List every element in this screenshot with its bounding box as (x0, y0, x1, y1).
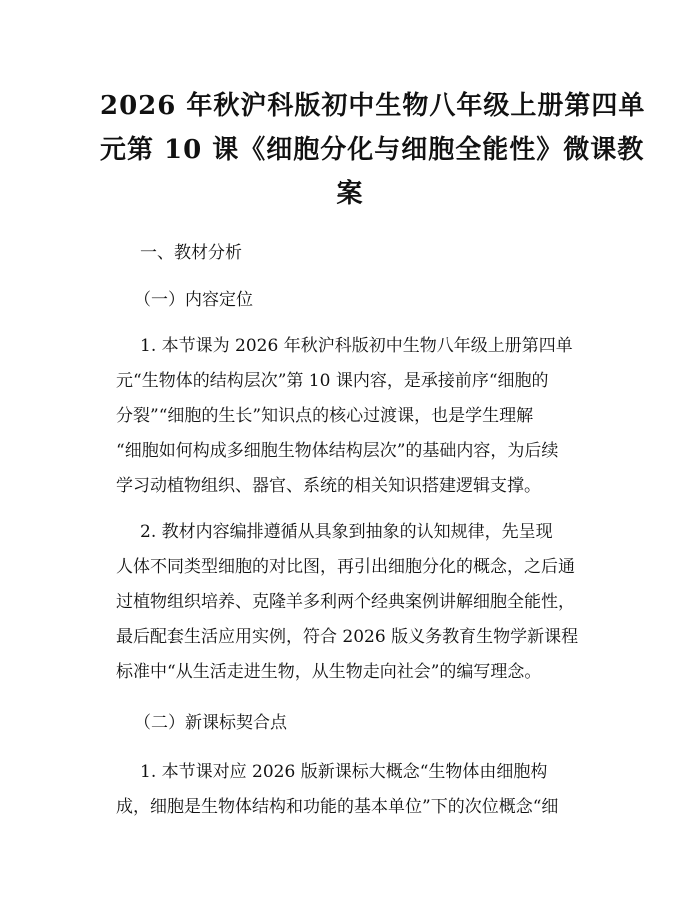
subsection-heading-content-positioning: （一）内容定位 (134, 290, 253, 310)
paragraph-line: 学习动植物组织、器官、系统的相关知识搭建逻辑支撑。 (116, 476, 541, 496)
title-line: 案 (336, 179, 364, 209)
paragraph-line: 成，细胞是生物体结构和功能的基本单位”下的次位概念“细 (116, 797, 559, 817)
paragraph-line: 过植物组织培养、克隆羊多利两个经典案例讲解细胞全能性， (116, 592, 575, 612)
paragraph-material-arrangement (116, 515, 596, 690)
paragraph-line: 2. 教材内容编排遵循从具象到抽象的认知规律，先呈现 (140, 522, 553, 542)
title-line: 元第 10 课《细胞分化与细胞全能性》微课教 (100, 135, 645, 165)
paragraph-line: 人体不同类型细胞的对比图，再引出细胞分化的概念，之后通 (116, 557, 575, 577)
paragraph-curriculum-alignment (116, 755, 596, 825)
paragraph-line: 1. 本节课为 2026 年秋沪科版初中生物八年级上册第四单 (140, 336, 573, 356)
document-title (100, 84, 646, 216)
section-heading-teaching-material-analysis: 一、教材分析 (140, 243, 242, 263)
subsection-heading-curriculum-alignment: （二）新课标契合点 (134, 713, 287, 733)
paragraph-line: 1. 本节课对应 2026 版新课标大概念“生物体由细胞构 (140, 762, 548, 782)
paragraph-line: “细胞如何构成多细胞生物体结构层次”的基础内容，为后续 (116, 441, 559, 461)
paragraph-line: 最后配套生活应用实例，符合 2026 版义务教育生物学新课程 (116, 627, 579, 647)
paragraph-line: 元“生物体的结构层次”第 10 课内容，是承接前序“细胞的 (116, 371, 549, 391)
paragraph-line: 分裂”“细胞的生长”知识点的核心过渡课，也是学生理解 (116, 406, 534, 426)
title-line: 2026 年秋沪科版初中生物八年级上册第四单 (100, 91, 646, 121)
paragraph-content-positioning (116, 329, 596, 504)
paragraph-line: 标准中“从生活走进生物，从生物走向社会”的编写理念。 (116, 662, 542, 682)
